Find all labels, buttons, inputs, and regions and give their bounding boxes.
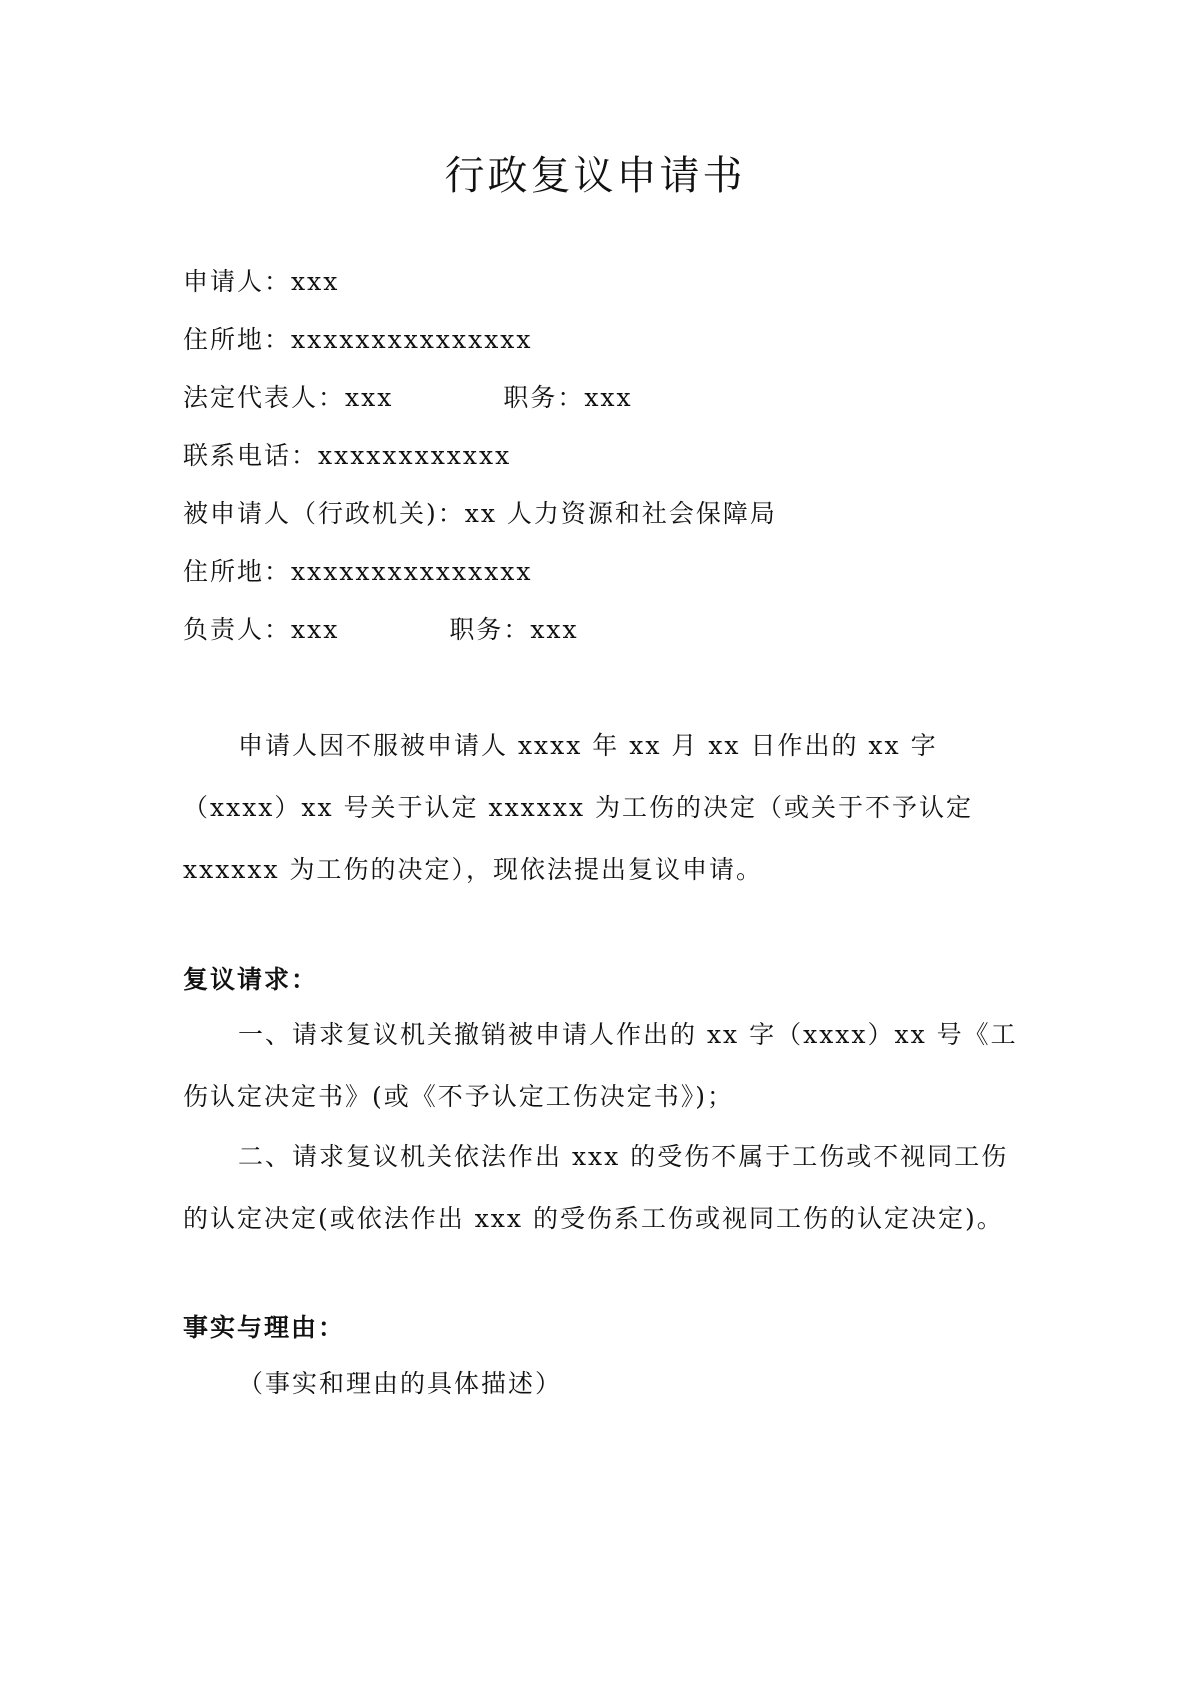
applicant-phone-line: 联系电话：xxxxxxxxxxxx bbox=[183, 441, 512, 470]
legal-rep-position-text: 职务：xxx bbox=[503, 383, 633, 412]
respondent-head-row bbox=[183, 612, 579, 648]
head-position-text: 职务：xxx bbox=[449, 615, 579, 644]
document-title: 行政复议申请书 bbox=[444, 153, 746, 199]
requests-heading: 复议请求： bbox=[183, 965, 319, 994]
applicant-legal-rep-row bbox=[183, 380, 633, 416]
applicant-name-line: 申请人：xxx bbox=[183, 267, 340, 296]
applicant-address-line: 住所地：xxxxxxxxxxxxxxx bbox=[183, 325, 533, 354]
request-item-1: 一、请求复议机关撤销被申请人作出的 xx 字（xxxx）xx 号《工伤认定决定书》(或《不予认定工伤决定书》)； bbox=[183, 1020, 1018, 1111]
intro-paragraph: 申请人因不服被申请人 xxxx 年 xx 月 xx 日作出的 xx 字（xxxx）xx 号关于认定 xxxxxx 为工伤的决定（或关于不予认定 xxxxxx 为工伤的决定），现依法提出复议申请。 bbox=[183, 731, 974, 884]
facts-placeholder: （事实和理由的具体描述） bbox=[238, 1369, 563, 1398]
respondent-address-line: 住所地：xxxxxxxxxxxxxxx bbox=[183, 557, 533, 586]
request-item-2: 二、请求复议机关依法作出 xxx 的受伤不属于工伤或不视同工伤的认定决定(或依法作出 xxx 的受伤系工伤或视同工伤的认定决定)。 bbox=[183, 1142, 1009, 1233]
legal-rep-text: 法定代表人：xxx bbox=[183, 383, 394, 412]
facts-heading: 事实与理由： bbox=[183, 1313, 346, 1342]
head-text: 负责人：xxx bbox=[183, 615, 340, 644]
respondent-name-line: 被申请人（行政机关)：xx 人力资源和社会保障局 bbox=[183, 499, 777, 528]
